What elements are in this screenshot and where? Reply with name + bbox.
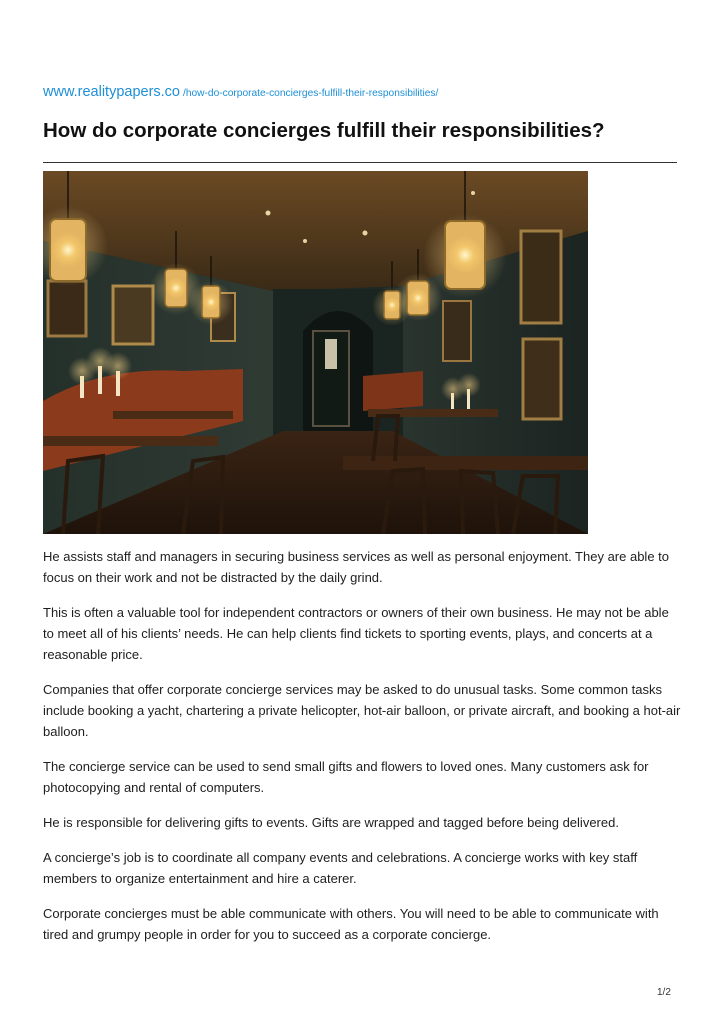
url-domain[interactable]: www.realitypapers.co xyxy=(43,84,180,100)
url-path[interactable]: /how-do-corporate-concierges-fulfill-their-responsibilities/ xyxy=(183,88,439,99)
article-body xyxy=(43,546,683,959)
paragraph: Corporate concierges must be able communicate with others. You will need to be able to communicate with tired and grumpy people in order for you to succeed as a corporate concierge. xyxy=(43,906,659,942)
page-title: How do corporate concierges fulfill their responsibilities? xyxy=(43,119,605,142)
paragraph: He is responsible for delivering gifts to events. Gifts are wrapped and tagged before being delivered. xyxy=(43,815,619,830)
page-number: 1/2 xyxy=(657,987,671,998)
paragraph: This is often a valuable tool for independent contractors or owners of their own business. He may not be able to meet all of his clients’ needs. He can help clients find tickets to sporting events, plays, and concerts at a reasonable price. xyxy=(43,605,669,662)
source-url[interactable] xyxy=(43,83,438,101)
paragraph: He assists staff and managers in securing business services as well as personal enjoyment. They are able to focus on their work and not be distracted by the daily grind. xyxy=(43,549,670,585)
paragraph: A concierge’s job is to coordinate all company events and celebrations. A concierge works with key staff members to organize entertainment and hire a caterer. xyxy=(43,850,638,886)
title-divider xyxy=(43,162,677,163)
paragraph: Companies that offer corporate concierge services may be asked to do unusual tasks. Some common tasks include booking a yacht, chartering a private helicopter, hot-air balloon, or private aircraft, and booking a hot-air balloon. xyxy=(43,682,681,739)
paragraph: The concierge service can be used to send small gifts and flowers to loved ones. Many customers ask for photocopying and rental of computers. xyxy=(43,759,649,795)
restaurant-interior-photo xyxy=(43,171,588,534)
